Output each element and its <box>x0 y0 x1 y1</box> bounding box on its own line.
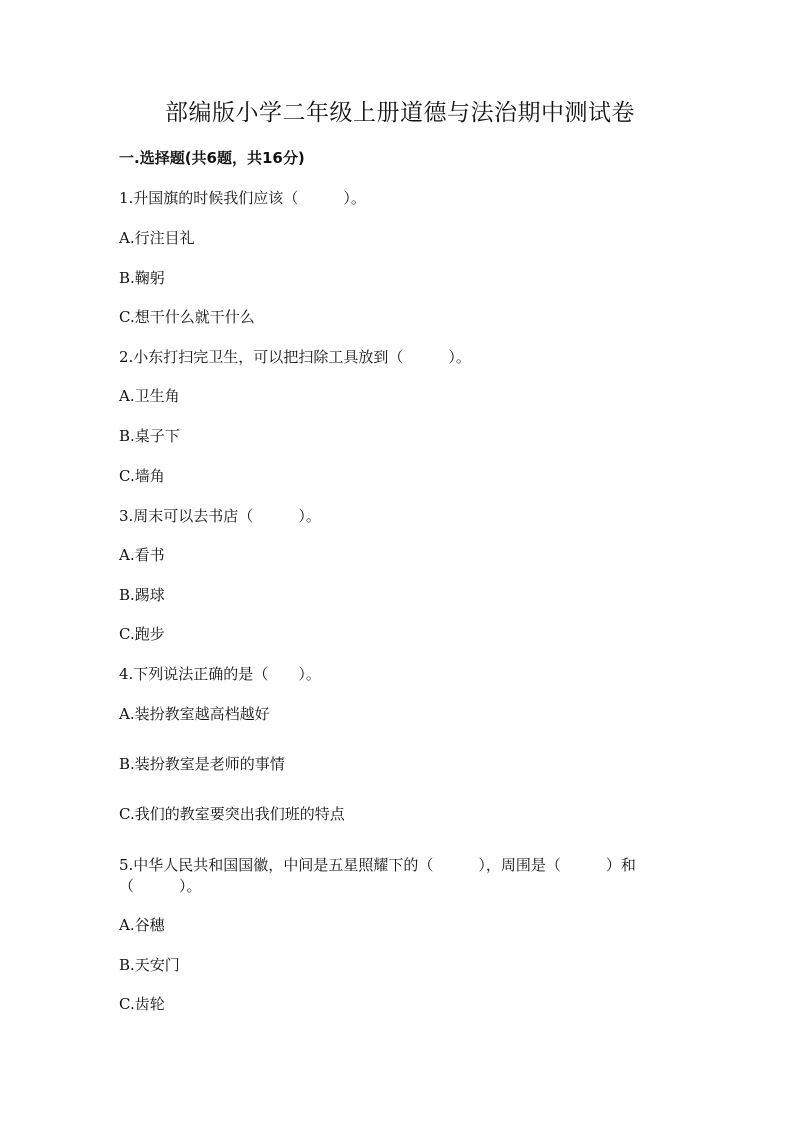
question-5-option-b: B.天安门 <box>119 956 180 974</box>
question-3-option-b: B.踢球 <box>119 586 165 604</box>
question-2-option-b: B.桌子下 <box>119 427 180 445</box>
question-5-stem-line-2: （ ）。 <box>119 877 202 895</box>
question-3-stem: 3.周末可以去书店（ ）。 <box>119 507 321 525</box>
question-4-option-b: B.装扮教室是老师的事情 <box>119 755 285 773</box>
question-5-option-c: C.齿轮 <box>119 995 165 1013</box>
question-1-option-a: A.行注目礼 <box>119 229 195 247</box>
question-1-option-c: C.想干什么就干什么 <box>119 308 255 326</box>
question-3-option-a: A.看书 <box>119 546 165 564</box>
question-1-stem: 1.升国旗的时候我们应该（ ）。 <box>119 189 366 207</box>
question-2-option-a: A.卫生角 <box>119 387 180 405</box>
question-2-option-c: C.墙角 <box>119 467 165 485</box>
question-2-stem: 2.小东打扫完卫生，可以把扫除工具放到（ ）。 <box>119 348 471 366</box>
section-heading: 一.选择题(共6题，共16分) <box>119 149 305 167</box>
question-3-option-c: C.跑步 <box>119 625 165 643</box>
question-5-stem-line-1: 5.中华人民共和国国徽，中间是五星照耀下的（ ），周围是（ ）和 <box>119 856 636 874</box>
question-5-option-a: A.谷穗 <box>119 916 165 934</box>
question-1-option-b: B.鞠躬 <box>119 269 165 287</box>
question-4-stem: 4.下列说法正确的是（ ）。 <box>119 665 321 683</box>
question-4-option-c: C.我们的教室要突出我们班的特点 <box>119 805 345 823</box>
exam-title: 部编版小学二年级上册道德与法治期中测试卷 <box>165 100 635 126</box>
question-4-option-a: A.装扮教室越高档越好 <box>119 705 270 723</box>
